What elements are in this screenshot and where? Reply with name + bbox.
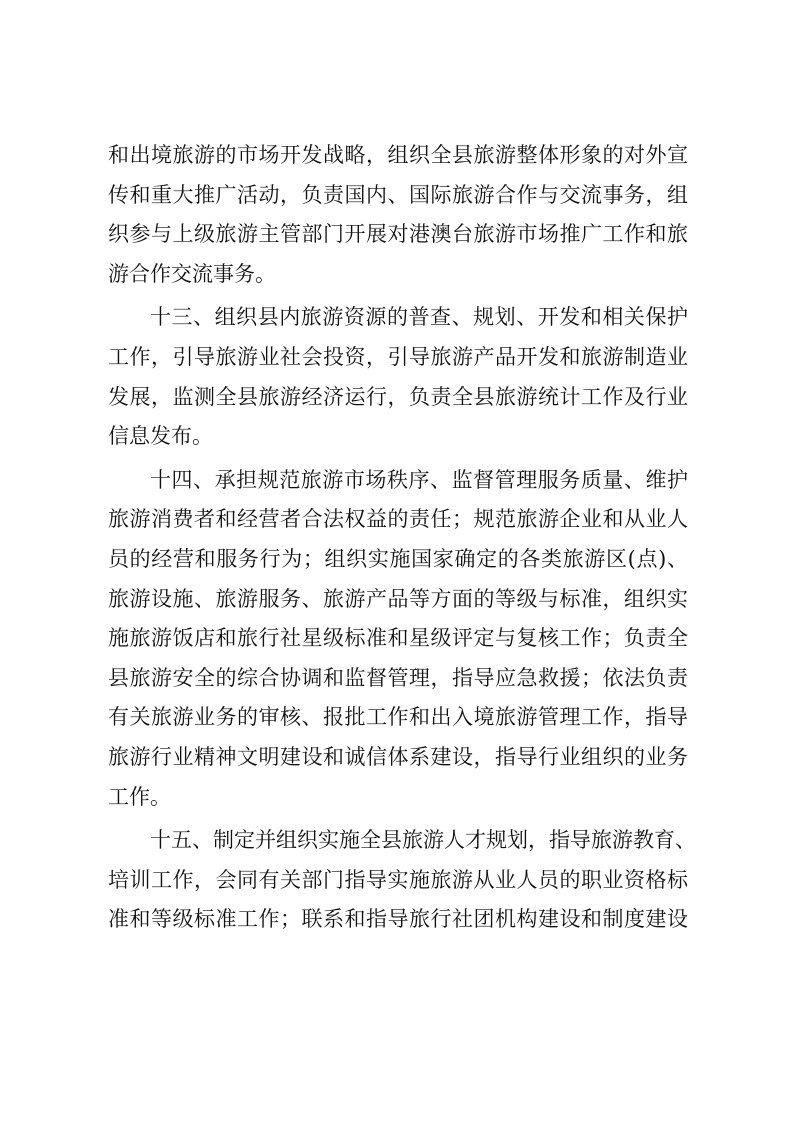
text-line: 准和等级标准工作；联系和指导旅行社团机构建设和制度建设: [108, 907, 688, 932]
text-line: 游合作交流事务。: [108, 261, 276, 286]
text-line: 员的经营和服务行为；组织实施国家确定的各类旅游区(点)、: [108, 546, 688, 571]
text-line: 旅游消费者和经营者合法权益的责任；规范旅游企业和从业人: [108, 507, 688, 532]
text-line: 信息发布。: [108, 424, 213, 449]
text-line: 和出境旅游的市场开发战略，组织全县旅游整体形象的对外宣: [108, 143, 688, 167]
paragraph-item-13: [108, 298, 688, 456]
text-line: 发展，监测全县旅游经济运行，负责全县旅游统计工作及行业: [108, 384, 688, 409]
document-body: [108, 136, 696, 944]
text-line: 工作，引导旅游业社会投资，引导旅游产品开发和旅游制造业: [108, 344, 688, 369]
text-line: 十五、制定并组织实施全县旅游人才规划，指导旅游教育、: [150, 828, 696, 853]
text-line: 培训工作，会同有关部门指导实施旅游从业人员的职业资格标: [108, 867, 688, 892]
text-line: 织参与上级旅游主管部门开展对港澳台旅游市场推广工作和旅: [108, 222, 688, 247]
text-line: 县旅游安全的综合协调和监督管理，指导应急救援；依法负责: [108, 665, 688, 690]
text-line: 旅游行业精神文明建设和诚信体系建设，指导行业组织的业务: [108, 744, 688, 769]
text-line: 施旅游饭店和旅行社星级标准和星级评定与复核工作；负责全: [108, 626, 688, 651]
text-line: 十四、承担规范旅游市场秩序、监督管理服务质量、维护: [150, 467, 688, 492]
text-line: 工作。: [108, 784, 171, 809]
paragraph-continuation: [108, 136, 688, 294]
text-line: 旅游设施、旅游服务、旅游产品等方面的等级与标准，组织实: [108, 586, 688, 611]
text-line: 传和重大推广活动，负责国内、国际旅游合作与交流事务，组: [108, 182, 688, 207]
paragraph-item-15: [108, 821, 696, 940]
text-line: 有关旅游业务的审核、报批工作和出入境旅游管理工作，指导: [108, 705, 688, 730]
paragraph-item-14: [108, 461, 688, 817]
text-line: 十三、组织县内旅游资源的普查、规划、开发和相关保护: [150, 305, 688, 330]
